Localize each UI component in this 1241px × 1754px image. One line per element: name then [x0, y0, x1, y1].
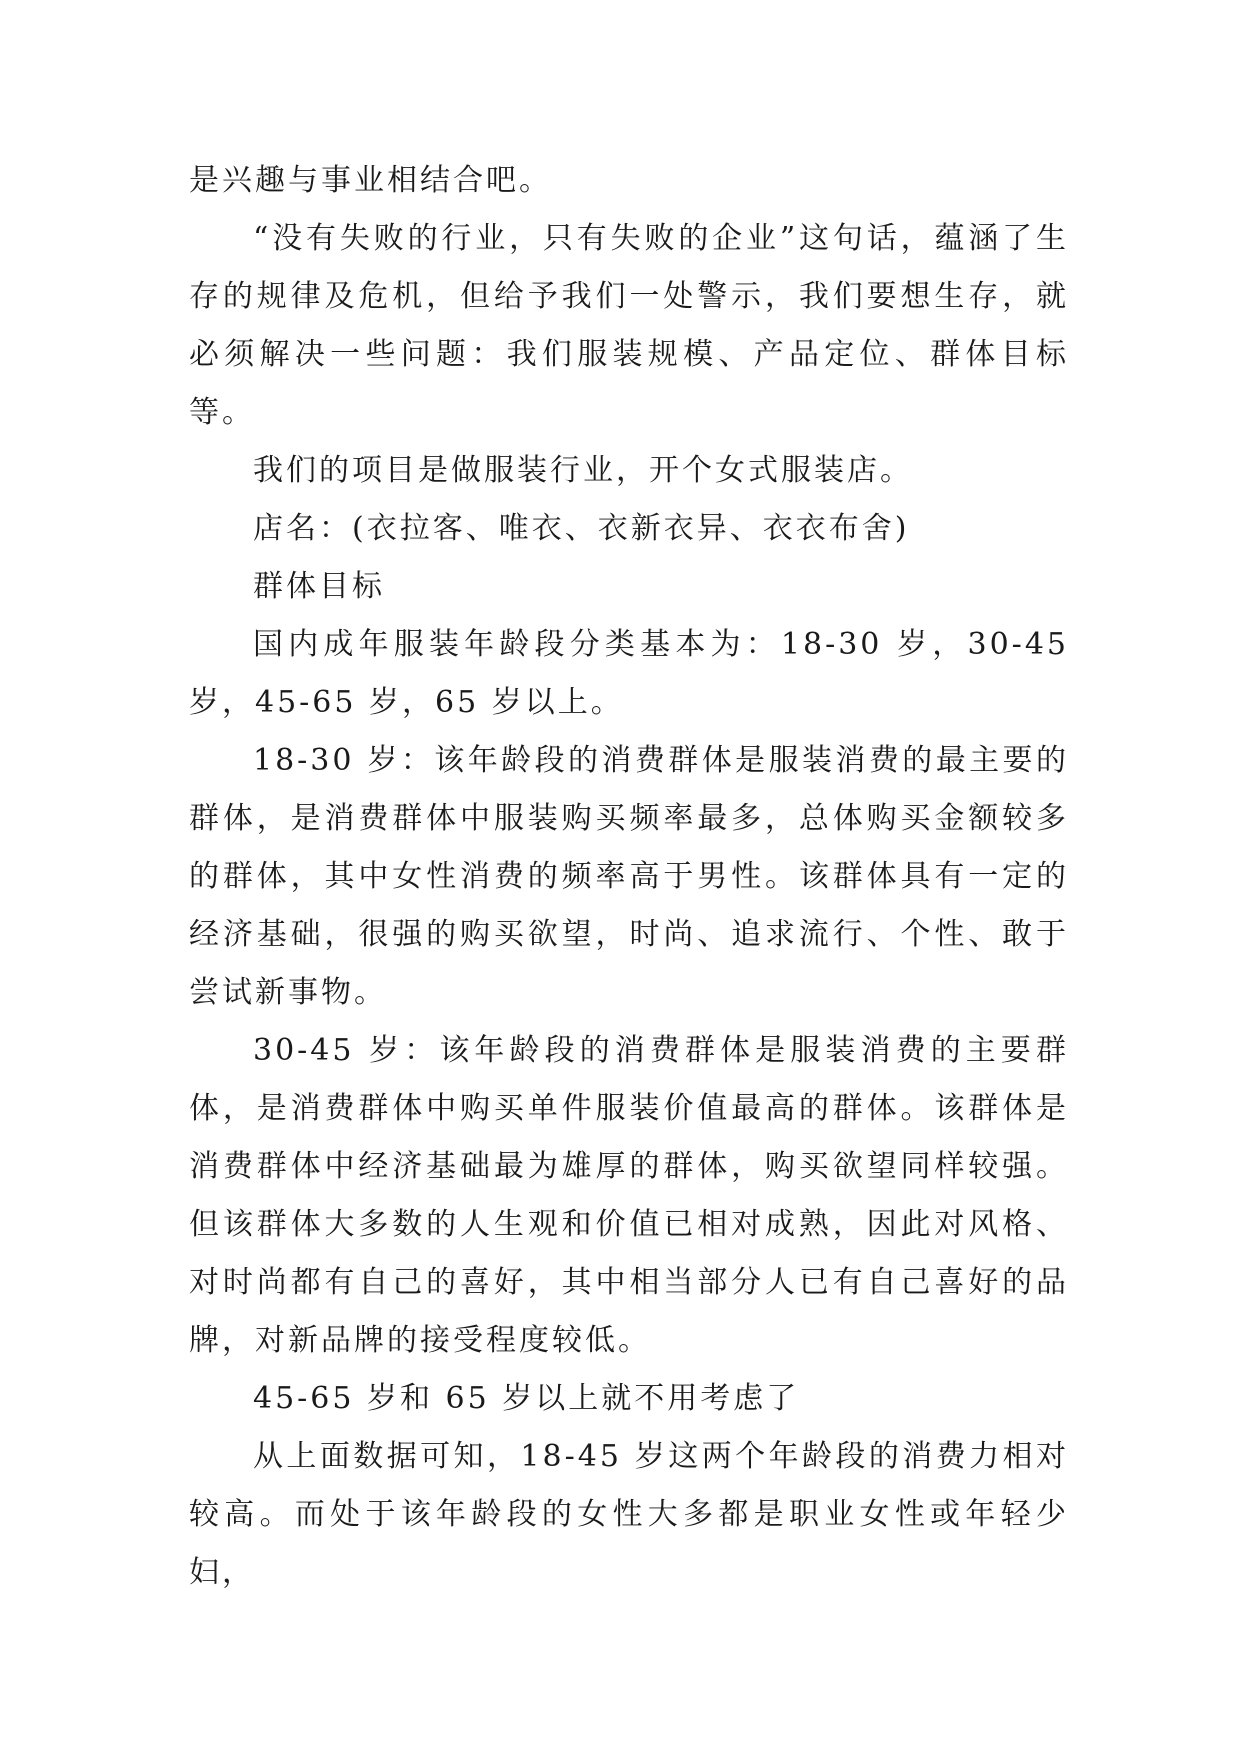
- document-body: [189, 152, 1069, 1602]
- paragraph-2: “没有失败的行业，只有失败的企业”这句话，蕴涵了生存的规律及危机，但给予我们一处警示，我们要想生存，就必须解决一些问题：我们服装规模、产品定位、群体目标等。: [189, 221, 1069, 430]
- paragraph-10: 从上面数据可知，18-45 岁这两个年龄段的消费力相对较高。而处于该年龄段的女性大多都是职业女性或年轻少妇，: [189, 1439, 1069, 1590]
- paragraph-9: 45-65 岁和 65 岁以上就不用考虑了: [253, 1381, 800, 1416]
- paragraph-1: 是兴趣与事业相结合吧。: [189, 163, 552, 198]
- paragraph-8: 30-45 岁：该年龄段的消费群体是服装消费的主要群体，是消费群体中购买单件服装价值最高的群体。该群体是消费群体中经济基础最为雄厚的群体，购买欲望同样较强。但该群体大多数的人生观和价值已相对成熟，因此对风格、对时尚都有自己的喜好，其中相当部分人已有自己喜好的品牌，对新品牌的接受程度较低。: [189, 1033, 1069, 1358]
- paragraph-6: 国内成年服装年龄段分类基本为：18-30 岁，30-45 岁，45-65 岁，65 岁以上。: [189, 627, 1069, 720]
- paragraph-4: 店名：(衣拉客、唯衣、衣新衣异、衣衣布舍): [253, 511, 910, 546]
- paragraph-7: 18-30 岁：该年龄段的消费群体是服装消费的最主要的群体，是消费群体中服装购买频率最多，总体购买金额较多的群体，其中女性消费的频率高于男性。该群体具有一定的经济基础，很强的购买欲望，时尚、追求流行、个性、敢于尝试新事物。: [189, 743, 1069, 1010]
- section-heading: 群体目标: [253, 569, 385, 604]
- paragraph-3: 我们的项目是做服装行业，开个女式服装店。: [253, 453, 913, 488]
